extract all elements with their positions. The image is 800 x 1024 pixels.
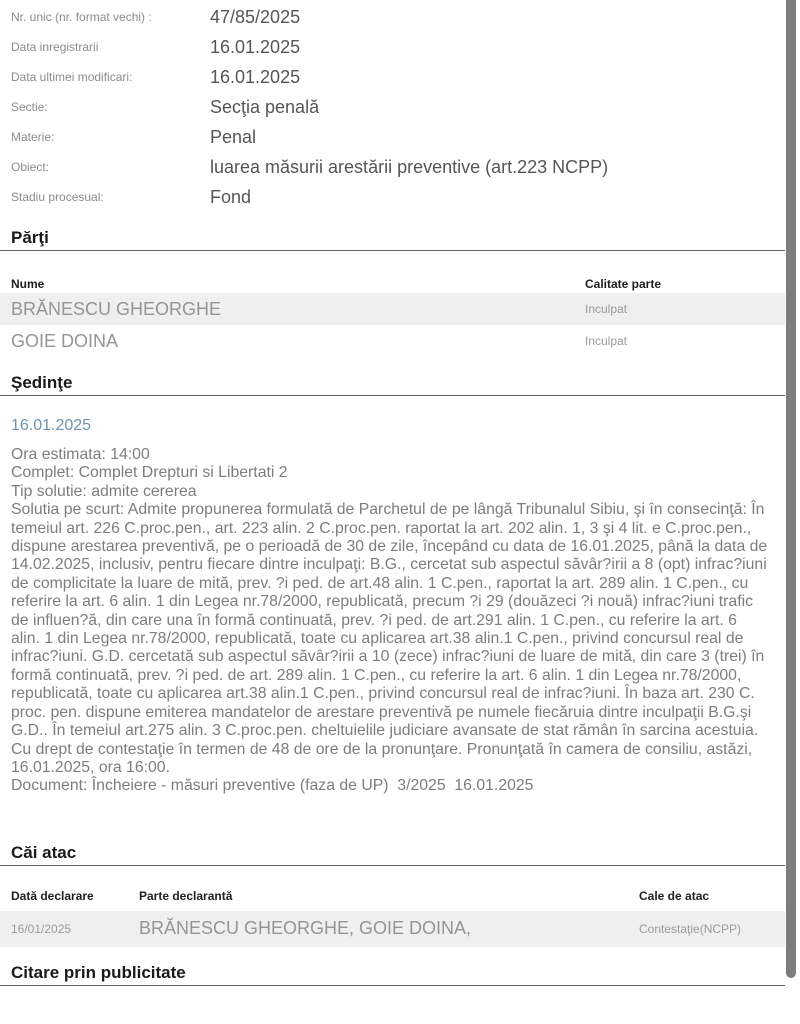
- column-header-appeal-type: Cale de atac: [639, 888, 710, 903]
- field-value: Fond: [210, 186, 252, 207]
- field-row-registration-date: [0, 32, 800, 62]
- field-value: 16.01.2025: [210, 36, 301, 57]
- appeal-party: BRĂNESCU GHEORGHE, GOIE DOINA,: [139, 918, 472, 939]
- parties-heading: Părţi: [0, 228, 800, 251]
- column-header-name: Nume: [11, 277, 45, 291]
- field-label: Nr. unic (nr. format vechi) :: [11, 10, 152, 24]
- party-role: Inculpat: [585, 302, 628, 316]
- column-header-declaration-date: Dată declarare: [11, 888, 94, 903]
- session-panel: Complet: Complet Drepturi si Libertati 2: [11, 464, 288, 482]
- field-row-matter: [0, 122, 800, 152]
- table-row: [0, 293, 800, 325]
- field-label: Data ultimei modificari:: [11, 70, 133, 84]
- citation-heading: Citare prin publicitate: [0, 963, 800, 986]
- field-label: Materie:: [11, 130, 55, 144]
- field-value: Penal: [210, 126, 257, 147]
- field-row-object: [0, 152, 800, 182]
- field-value: Secţia penală: [210, 96, 320, 117]
- field-label: Obiect:: [11, 160, 50, 174]
- table-row: [0, 911, 800, 947]
- parties-table: [0, 275, 800, 357]
- party-name: GOIE DOINA: [11, 330, 119, 351]
- field-value: luarea măsurii arestării preventive (art.223 NCPP): [210, 156, 609, 177]
- field-value: 47/85/2025: [210, 6, 301, 27]
- field-label: Stadiu procesual:: [11, 190, 104, 204]
- session-document: Document: Încheiere - măsuri preventive (faza de UP) 3/2025 16.01.2025: [11, 777, 534, 795]
- parties-table-header: [0, 275, 800, 293]
- party-name: BRĂNESCU GHEORGHE: [11, 298, 222, 319]
- case-fields: [0, 2, 800, 212]
- table-row: [0, 325, 800, 357]
- field-row-section: [0, 92, 800, 122]
- party-role: Inculpat: [585, 334, 628, 348]
- column-header-role: Calitate parte: [585, 277, 662, 291]
- scrollbar-track[interactable]: [785, 0, 800, 1024]
- session-details: [0, 446, 800, 796]
- session-solution-summary: Solutia pe scurt: Admite propunerea formulată de Parchetul de pe lângă Tribunalul Sibiu, şi în consecinţă: În temeiul art. 226 C.proc.pen., art. 223 alin. 2 C.proc.pen. raportat la art. 202 alin. 1, 3 şi 4 lit. e C.proc.pen., dispune arestarea preventivă, pe o perioadă de 30 de zile, începând cu data de 16.01.2025, până la data de 14.02.2025, inclusiv, pentru fiecare dintre inculpaţi: B.G., cercetat sub aspectul săvâr?irii a 8 (opt) infrac?iuni de complicitate la luare de mită, prev. ?i ped. de art.48 alin. 1 C.pen., raportat la art. 289 alin. 1 C.pen., cu referire la art. 6 alin. 1 din Legea nr.78/2000, republicată, precum ?i 29 (douăzeci ?i nouă) infrac?iuni trafic de influen?ă, din care una în formă continuată, prev. ?i ped. de art.291 alin. 1 C.pen., cu referire la art. 6 alin. 1 din Legea nr.78/2000, republicată, toate cu aplicarea art.38 alin.1 C.pen., privind concursul real de infrac?iuni. G.D. cercetată sub aspectul săvâr?irii a 10 (zece) infrac?iuni de luare de mită, din care 3 (trei) în formă continuată, prev. ?i ped. de art. 289 alin. 1 C.pen., cu referire la art. 6 alin. 1 din Legea nr.78/2000, republicată, toate cu aplicarea art.38 alin.1 C.pen., privind concursul real de infrac?iuni. În baza art. 230 C. proc. pen. dispune emiterea mandatelor de arestare preventivă pe numele fiecăruia dintre inculpaţii B.G.şi G.D.. În temeiul art.275 alin. 3 C.proc.pen. cheltuielile judiciare avansate de stat rămân în sarcina acestuia. Cu drept de contestaţie în termen de 48 de ore de la pronunţare. Pronunţată în camera de consiliu, astăzi, 16.01.2025, ora 16:00.: [11, 501, 772, 776]
- field-label: Sectie:: [11, 100, 48, 114]
- sessions-heading: Şedinţe: [0, 373, 800, 396]
- appeals-heading: Căi atac: [0, 843, 800, 866]
- session-date-link[interactable]: 16.01.2025: [11, 417, 92, 434]
- session-estimated-time: Ora estimata: 14:00: [11, 446, 150, 463]
- field-row-procedural-stage: [0, 182, 800, 212]
- scrollbar-thumb[interactable]: [786, 0, 796, 978]
- field-row-unique-number: [0, 2, 800, 32]
- field-row-last-modified: [0, 62, 800, 92]
- field-label: Data inregistrarii: [11, 40, 99, 54]
- appeals-table-header: [0, 888, 800, 904]
- appeals-section: [0, 843, 800, 947]
- spacer: [0, 904, 800, 911]
- appeal-date: 16/01/2025: [11, 921, 72, 936]
- field-value: 16.01.2025: [210, 66, 301, 87]
- session-solution-type: Tip solutie: admite cererea: [11, 482, 197, 500]
- column-header-declaring-party: Parte declarantă: [139, 888, 233, 903]
- session-entry: [0, 416, 800, 796]
- appeal-type: Contestaţie(NCPP): [639, 921, 742, 936]
